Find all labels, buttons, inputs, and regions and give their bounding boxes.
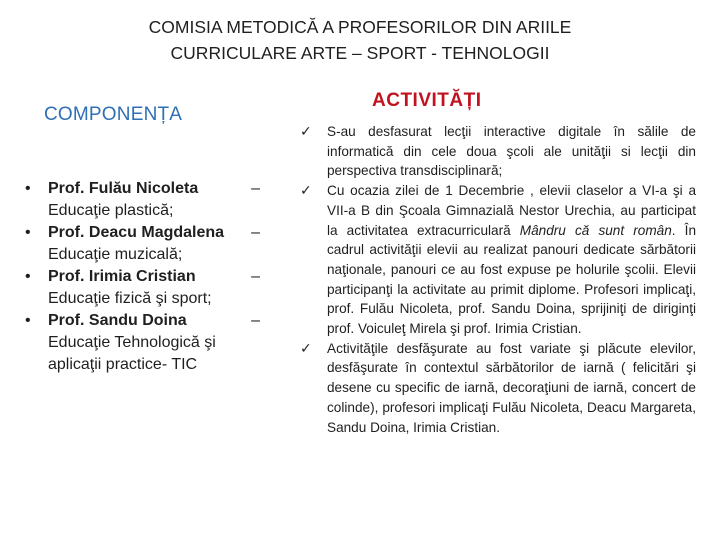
member-role: Educaţie fizică şi sport; [48, 290, 212, 307]
activity-text-before: Cu ocazia zilei de 1 Decembrie , elevii claselor a VI-a şi a VII-a B din Şcoala Gimnazială Nestor Urechia, au participat la activitatea extracurriculară [327, 183, 696, 238]
member-item [24, 178, 260, 222]
activity-item [300, 339, 696, 438]
member-role: Educaţie plastică; [48, 202, 174, 219]
activity-text: S-au desfasurat lecţii interactive digitale în sălile de informatică din cele doua şcoli ale unităţii si lecţii din perspectiva transdisciplinară; [327, 124, 696, 179]
member-role: Educaţie muzicală; [48, 246, 183, 263]
page-title-line2: CURRICULARE ARTE – SPORT - TEHNOLOGII [170, 43, 550, 63]
member-dash: – [251, 224, 260, 241]
member-dash: – [251, 312, 260, 329]
member-name: Prof. Deacu Magdalena [48, 224, 225, 241]
member-dash: – [251, 268, 260, 285]
bullet-icon: • [25, 312, 31, 329]
member-name: Prof. Sandu Doina [48, 312, 187, 329]
member-role: Educaţie Tehnologică şi aplicaţii practice- TIC [48, 334, 216, 373]
activities-list [300, 122, 696, 437]
activity-text-after: . În cadrul activităţii elevii au realizat panouri dedicate sărbătorii naţionale, panouri ce au fost expuse pe holurile şcolii. Elevii participanţi la activitate au primit diplome. Profesori implicaţi, prof. Fulău Nicoleta, prof. Sandu Doina, sprijiniţi de diriginţi prof. Voiculeţ Mirela şi prof. Irimia Cristian. [327, 222, 696, 337]
activitati-heading: ACTIVITĂȚI [372, 90, 482, 111]
bullet-icon: • [25, 180, 31, 197]
activity-text: Activităţile desfăşurate au fost variate şi plăcute elevilor, desfăşurate în contextul sărbătorilor de iarnă ( felicitări şi desene cu specific de iarnă, decoraţiuni de iarnă, concert de colinde), profesori implicaţi Fulău Nicoleta, Deacu Margareta, Sandu Doina, Irimia Cristian. [327, 340, 696, 435]
page-title-line1: COMISIA METODICĂ A PROFESORILOR DIN ARIILE [148, 17, 572, 37]
member-name: Prof. Fulău Nicoleta [48, 180, 199, 197]
checkmark-icon: ✓ [300, 123, 312, 139]
bullet-icon: • [25, 224, 31, 241]
activity-item [300, 122, 696, 181]
activity-event-title: Mândru că sunt român [519, 222, 672, 238]
componenta-heading: COMPONENȚA [44, 104, 183, 125]
member-dash: – [251, 180, 260, 197]
page-title [60, 14, 660, 66]
bullet-icon: • [25, 268, 31, 285]
activity-item [300, 181, 696, 339]
checkmark-icon: ✓ [300, 339, 312, 356]
checkmark-icon: ✓ [300, 182, 312, 199]
members-list [24, 178, 260, 376]
member-item [24, 222, 260, 266]
member-item [24, 266, 260, 310]
member-name: Prof. Irimia Cristian [48, 268, 196, 285]
member-item [24, 310, 260, 376]
